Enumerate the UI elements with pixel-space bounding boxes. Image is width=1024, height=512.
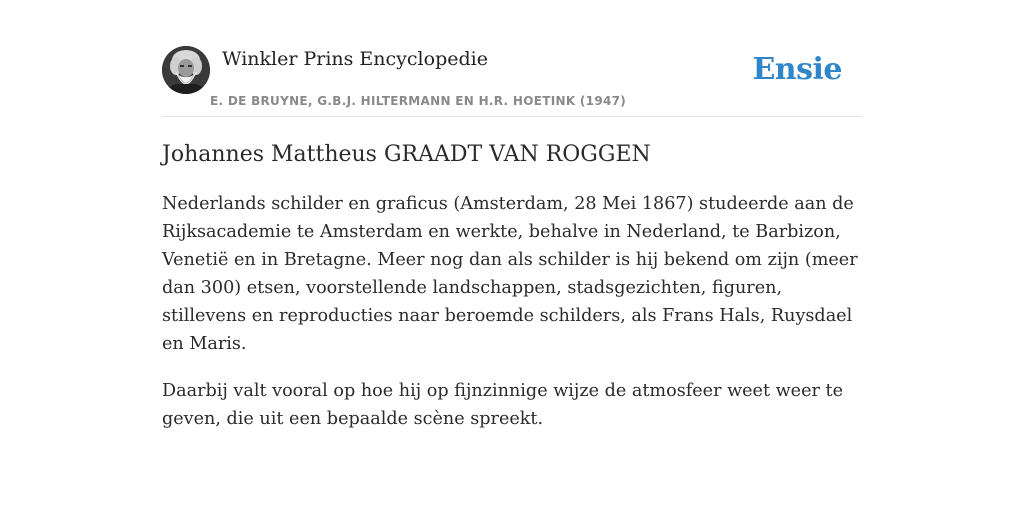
entry-title: Johannes Mattheus GRAADT VAN ROGGEN	[162, 142, 651, 167]
publication-title[interactable]: Winkler Prins Encyclopedie	[222, 48, 488, 70]
ensie-logo-link[interactable]: Ensie	[752, 52, 842, 87]
bearded-man-portrait-icon[interactable]	[162, 46, 210, 94]
article	[162, 140, 872, 433]
article-paragraph: Daarbij valt vooral op hoe hij op fijnzinnige wijze de atmosfeer weet weer te geven, die uit een bepaalde scène spreekt.	[162, 381, 843, 429]
publication-authors: E. DE BRUYNE, G.B.J. HILTERMANN EN H.R. HOETINK (1947)	[210, 94, 627, 108]
article-paragraph: Nederlands schilder en graficus (Amsterdam, 28 Mei 1867) studeerde aan de Rijksacademie te Amsterdam en werkte, behalve in Nederland, te Barbizon, Venetië en in Bretagne. Meer nog dan als schilder is hij bekend om zijn (meer dan 300) etsen, voorstellende landschappen, stadsgezichten, figuren, stillevens en reproducties naar beroemde schilders, als Frans Hals, Ruysdael en Maris.	[162, 194, 858, 354]
page-header	[162, 46, 862, 117]
